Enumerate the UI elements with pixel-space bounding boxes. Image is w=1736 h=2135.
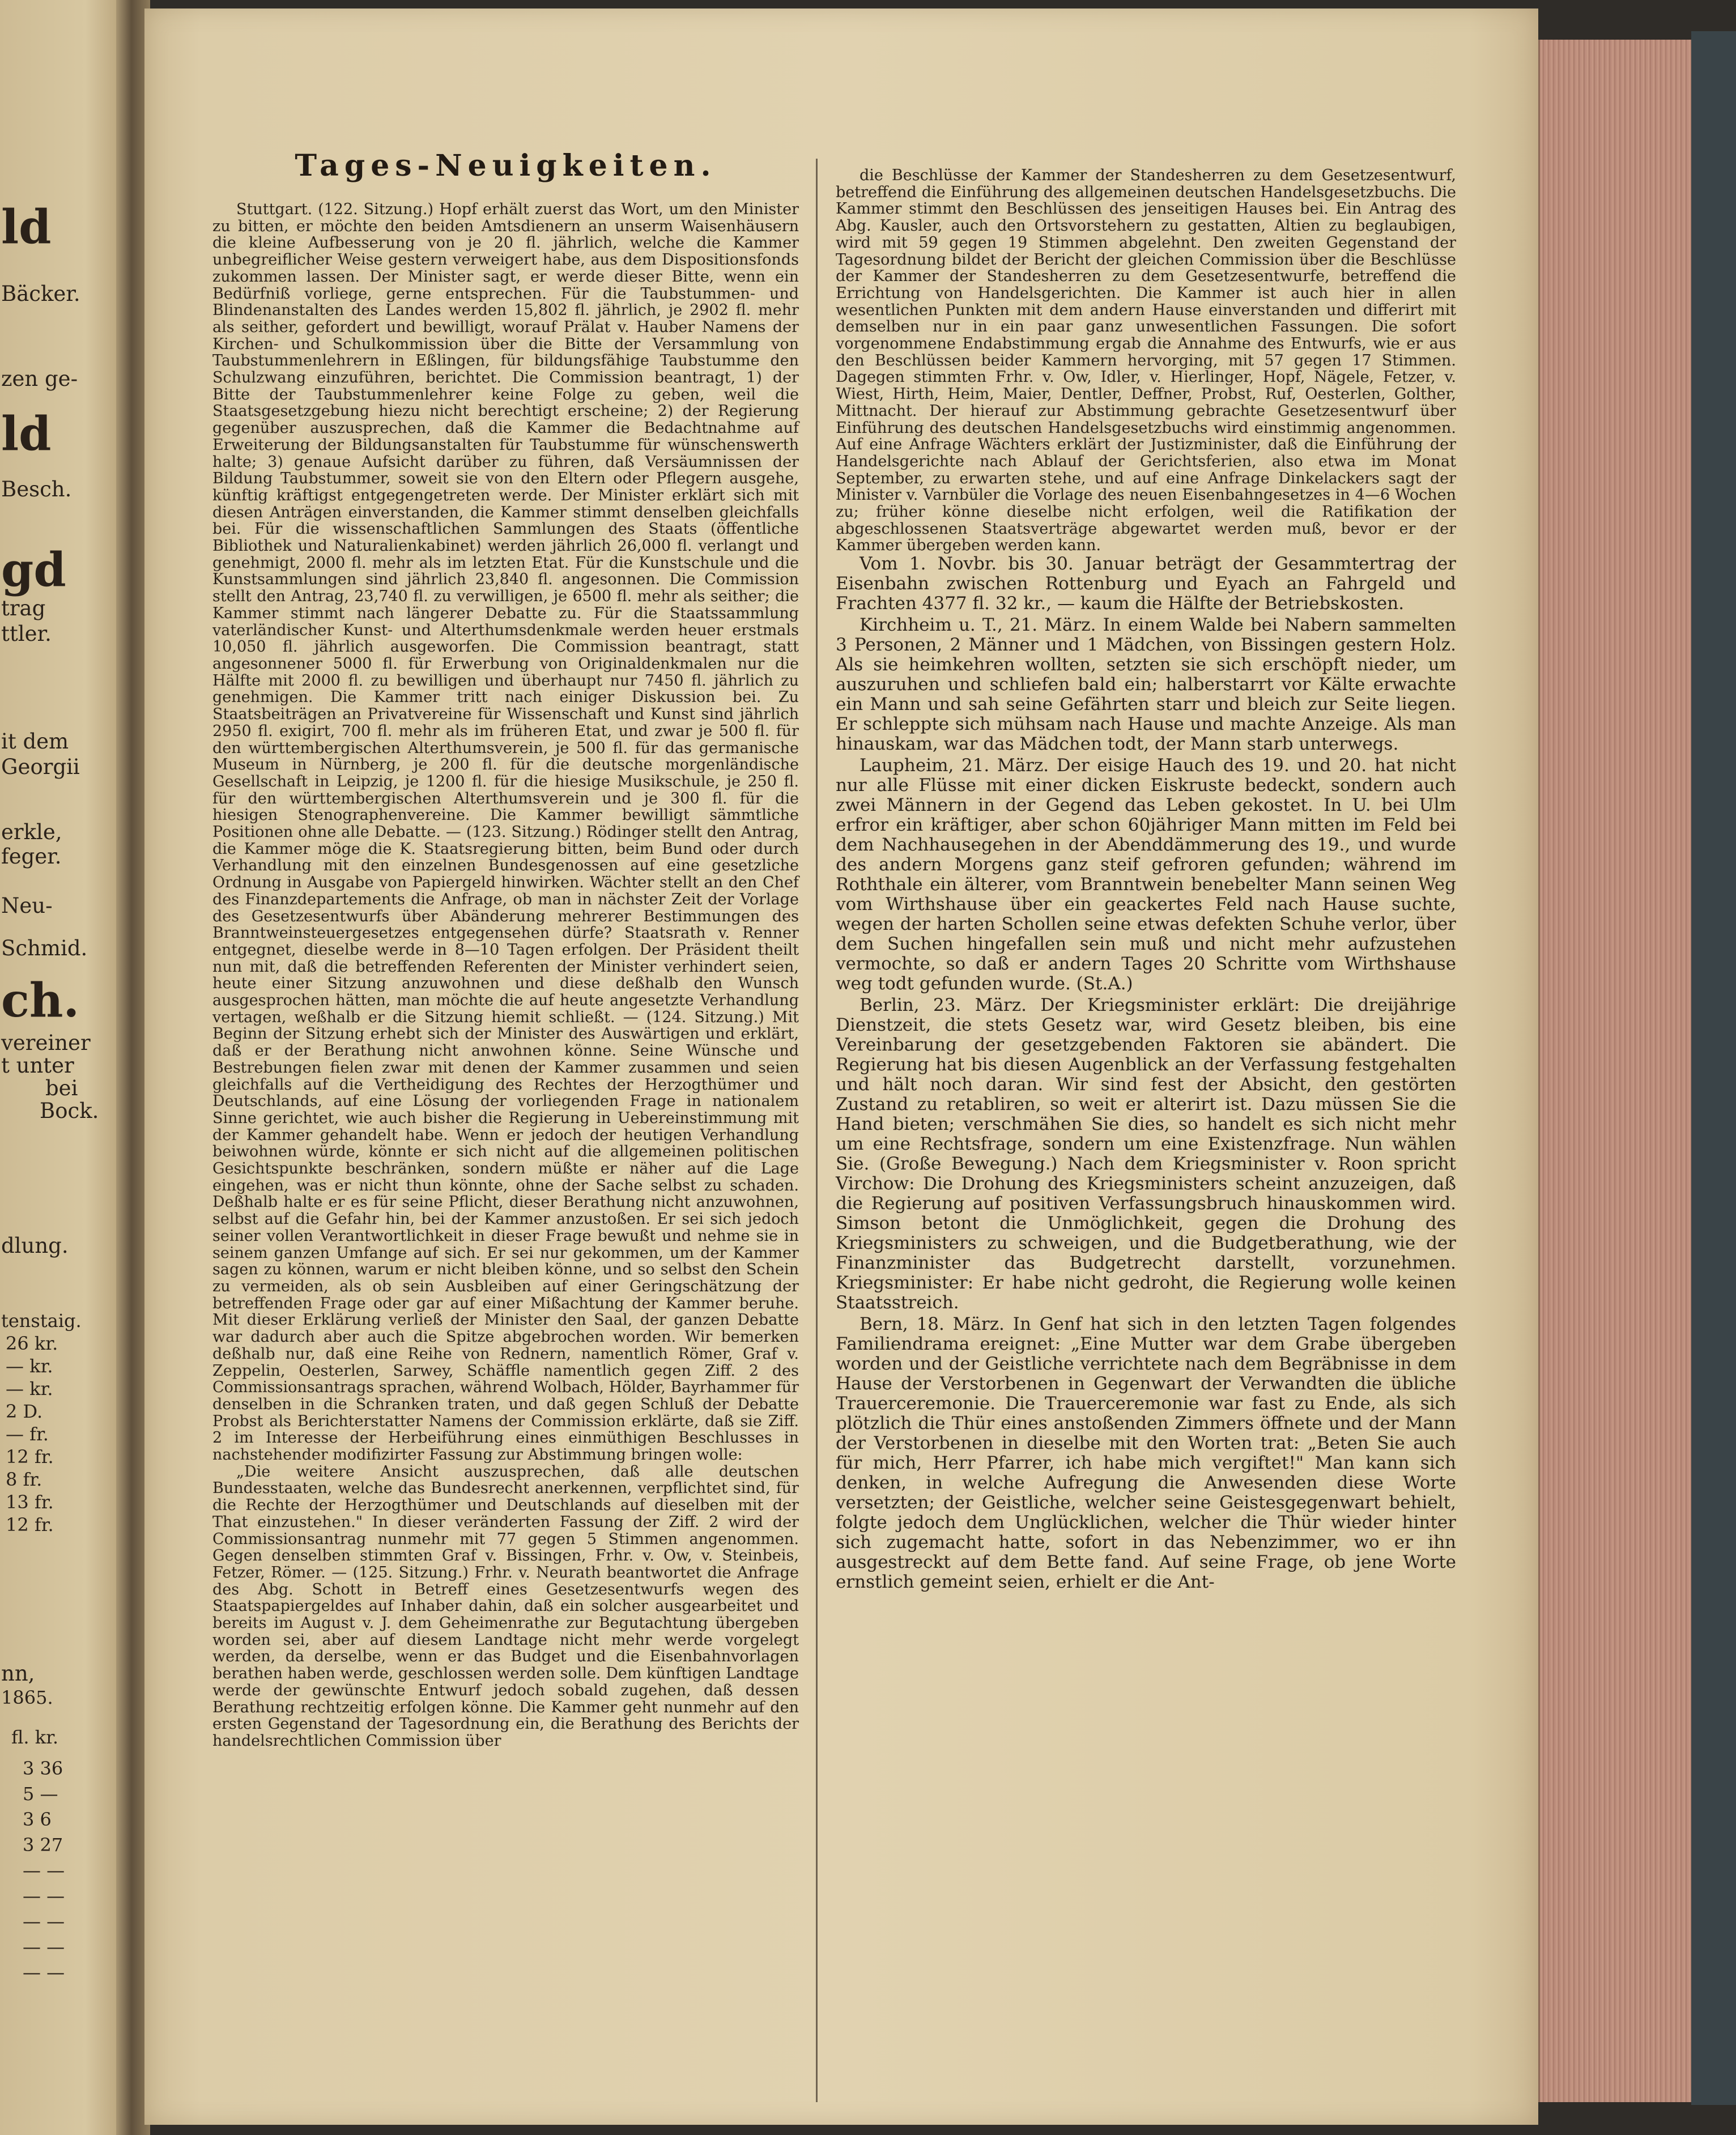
prev-page-fragment: Georgii <box>1 755 80 779</box>
prev-page-fragment: dlung. <box>1 1234 69 1258</box>
prev-page-fragment: 3 6 <box>23 1809 52 1830</box>
prev-page-fragment: 3 36 <box>23 1758 63 1779</box>
article-berlin: Berlin, 23. März. Der Kriegsminister erklärt: Die dreijährige Dienstzeit, die stets Gesetz war, wird Gesetz bleiben, bis eine Vereinbarung der gesetzgebenden Faktoren sie abändert. Die Regierung hat bis diesen Augenblick an der Verfassung festgehalten und hält noch daran. Wir sind fest der Absicht, den gestörten Zustand zu retabliren, so weit er alterirt ist. Dazu müssen Sie die Hand bieten; verschmähen Sie dies, so handelt es sich nicht mehr um eine Rechtsfrage, sondern um eine Existenzfrage. Nun wählen Sie. (Große Bewegung.) Nach dem Kriegsminister v. Roon spricht Virchow: Die Drohung des Kriegsministers scheint anzuzeigen, daß die Regierung auf positiven Verfassungsbruch hinauskommen wird. Simson betont die Unmöglichkeit, gegen die Drohung des Kriegsministers zu schweigen, und die Budgetberathung, wie der Finanzminister das Budgetrecht darstellt, vorzunehmen. Kriegsminister: Er habe nicht gedroht, die Regierung wolle keinen Staatsstreich. <box>836 995 1456 1313</box>
prev-page-fragment: fl. kr. <box>11 1726 59 1748</box>
article-rottenburg-eisenbahn: Vom 1. Novbr. bis 30. Januar beträgt der Gesammtertrag der Eisenbahn zwischen Rottenburg und Eyach an Fahrgeld und Frachten 4377 fl. 32 kr., — kaum die Hälfte der Betriebskosten. <box>836 554 1456 614</box>
prev-page-fragment: — — <box>23 1860 65 1881</box>
prev-page-fragment: vereiner <box>1 1031 91 1055</box>
prev-page-fragment: feger. <box>1 844 62 869</box>
prev-page-fragment: Besch. <box>1 477 72 501</box>
book-page-edges <box>1538 40 1693 2102</box>
prev-page-fragment: zen ge- <box>1 367 78 391</box>
prev-page-fragment: 12 fr. <box>6 1514 54 1536</box>
right-column <box>836 167 1456 1592</box>
article-stuttgart-quote: „Die weitere Ansicht auszusprechen, daß alle deutschen Bundesstaaten, welche das Bundesrecht anerkennen, verpflichtet sind, für die Rechte der Herzogthümer und Deutschlands auf dieselben mit der That einzustehen." In dieser veränderten Fassung der Ziff. 2 wird der Commissionsantrag nunmehr mit 77 gegen 5 Stimmen angenommen. Gegen denselben stimmten Graf v. Bissingen, Frhr. v. Ow, v. Steinbeis, Fetzer, Römer. — (125. Sitzung.) Frhr. v. Neurath beantwortet die Anfrage des Abg. Schott in Betreff eines Gesetzesentwurfs wegen des Staatspapiergeldes auf Inhaber dahin, daß ein solcher ausgearbeitet und bereits im August v. J. dem Geheimenrathe zur Begutachtung übergeben worden sei, aber auf diesem Landtage nicht mehr werde vorgelegt werden, da derselbe, wenn er das Budget und die Eisenbahnvorlagen berathen haben werde, geschlossen werden solle. Dem künftigen Landtage werde der gewünschte Entwurf jedoch sobald zugehen, daß dessen Berathung rechtzeitig erfolgen könne. Die Kammer geht nunmehr auf den ersten Gegenstand der Tagesordnung ein, die Berathung des Berichts der handelsrechtlichen Commission über <box>212 1462 799 1750</box>
prev-page-fragment: nn, <box>1 1661 35 1686</box>
prev-page-fragment: — — <box>23 1885 65 1907</box>
prev-page-fragment: 12 fr. <box>6 1446 54 1468</box>
prev-page-fragment: — fr. <box>6 1423 49 1445</box>
prev-page-fragment: ld <box>1 407 52 461</box>
article-kirchheim: Kirchheim u. T., 21. März. In einem Walde bei Nabern sammelten 3 Personen, 2 Männer und 1 Mädchen, von Bissingen gestern Holz. Als sie heimkehren wollten, setzten sie sich erschöpft nieder, um auszuruhen und schliefen bald ein; halberstarrt vor Kälte erwachte ein Mann und sah seine Gefährten starr und bleich zur Seite liegen. Er schleppte sich mühsam nach Hause und machte Anzeige. Als man hinauskam, war das Mädchen todt, der Mann starb unterwegs. <box>836 615 1456 755</box>
prev-page-fragment: — — <box>23 1911 65 1932</box>
prev-page-fragment: — kr. <box>6 1355 53 1377</box>
prev-page-fragment: — kr. <box>6 1378 53 1400</box>
prev-page-fragment: — — <box>23 1936 65 1958</box>
prev-page-fragment: gd <box>1 543 66 597</box>
previous-page-edge <box>0 0 122 2135</box>
prev-page-fragment: tenstaig. <box>1 1310 82 1332</box>
prev-page-fragment: it dem <box>1 729 69 754</box>
prev-page-fragment: — — <box>23 1962 65 1983</box>
article-stuttgart: Stuttgart. (122. Sitzung.) Hopf erhält zuerst das Wort, um den Minister zu bitten, er möchte den beiden Amtsdienern an unserm Waisenhäusern die kleine Aufbesserung von je 20 fl. jährlich, welche die Kammer unbegreiflicher Weise gestern verweigert habe, aus dem Dispositionsfonds zukommen lassen. Der Minister sagt, er werde dieser Bitte, wenn ein Bedürfniß vorliege, gerne entsprechen. Für die Taubstummen- und Blindenanstalten des Landes werden 15,802 fl. jährlich, je 2902 fl. mehr als seither, gefordert und bewilligt, worauf Prälat v. Hauber Namens der Kirchen- und Schulkommission über die Bitte der Versammlung von Taubstummenlehrern in Eßlingen, für bildungsfähige Taubstumme den Schulzwang einzuführen, berichtet. Die Commission beantragt, 1) der Bitte der Taubstummenlehrer keine Folge zu geben, weil die Staatsgesetzgebung hiezu nicht berechtigt erscheine; 2) der Regierung gegenüber auszusprechen, daß die Kammer die Bedachtnahme auf Erweiterung der Bildungsanstalten für Taubstumme für wünschenswerth halte; 3) genaue Aufsicht darüber zu führen, daß Versäumnissen der Bildung Taubstummer, soweit sie von den Eltern oder Pflegern ausgehe, künftig kräftigst entgegengetreten werde. Der Minister erklärt sich mit diesen Anträgen einverstanden, die Kammer stimmt denselben gleichfalls bei. Für die wissenschaftlichen Sammlungen des Staats (öffentliche Bibliothek und Naturalienkabinet) werden jährlich 26,000 fl. verlangt und genehmigt, 2000 fl. mehr als im letzten Etat. Für die Kunstschule und die Kunstsammlungen sind jährlich 23,840 fl. angesonnen. Die Commission stellt den Antrag, 23,740 fl. zu verwilligen, je 6500 fl. mehr als seither; die Kammer stimmt nach längerer Debatte zu. Für die Staatssammlung vaterländischer Kunst- und Alterthumsdenkmale werden heuer erstmals 10,050 fl. jährlich ausgeworfen. Die Commission beantragt, statt angesonnener 5000 fl. für Erwerbung von Originaldenkmalen nur die Hälfte mit 2000 fl. zu bewilligen und überhaupt nur 7450 fl. jährlich zu genehmigen. Die Kammer tritt nach einiger Diskussion bei. Zu Staatsbeiträgen an Privatvereine für Wissenschaft und Kunst sind jährlich 2950 fl. exigirt, 700 fl. mehr als im früheren Etat, und zwar je 500 fl. für den württembergischen Alterthumsverein, je 500 fl. für das germanische Museum in Nürnberg, je 200 fl. für die deutsche morgenländische Gesellschaft in Leipzig, je 1200 fl. für die hiesige Musikschule, je 250 fl. für den württembergischen Alterthumsverein und je 300 fl. für die hiesigen Stenographenvereine. Die Kammer bewilligt sämmtliche Positionen ohne alle Debatte. — (123. Sitzung.) Rödinger stellt den Antrag, die Kammer möge die K. Staatsregierung bitten, beim Bund oder durch Verhandlung mit den einzelnen Bundesgenossen auf eine gesetzliche Ordnung in Ausgabe von Papiergeld hinwirken. Wächter stellt an den Chef des Finanzdepartements die Anfrage, ob man in nächster Zeit der Vorlage des Gesetzesentwurfs über Abänderung mehrerer Bestimmungen des Branntweinsteuergesetzes entgegensehen dürfe? Staatsrath v. Renner entgegnet, dieselbe werde in 8—10 Tagen erfolgen. Der Präsident theilt nun mit, daß die betreffenden Referenten der Minister verhindert seien, heute einer Sitzung anzuwohnen und diese deßhalb den Wunsch ausgesprochen hätten, man möchte die auf heute angesetzte Verhandlung vertagen, weßhalb er die Sitzung hiemit schließt. — (124. Sitzung.) Mit Beginn der Sitzung erhebt sich der Minister des Auswärtigen und erklärt, daß er der Berathung nicht anwohnen könne. Seine Wünsche und Bestrebungen fielen zwar mit denen der Kammer zusammen und seien gleichfalls auf die Vertheidigung des Rechtes der Herzogthümer und Deutschlands, auf eine Lösung der vorliegenden Frage in nationalem Sinne gerichtet, wie auch bisher die Regierung in Uebereinstimmung mit der Kammer gehandelt habe. Wenn er jedoch der heutigen Verhandlung beiwohnen würde, könnte er sich nicht auf die allgemeinen politischen Gesichtspunkte beschränken, sondern müßte er näher auf die Lage eingehen, was er nicht thun könnte, ohne der Sache selbst zu schaden. Deßhalb halte er es für seine Pflicht, dieser Berathung nicht anzuwohnen, selbst auf die Gefahr hin, bei der Kammer anzustoßen. Er sei sich jedoch seiner vollen Verantwortlichkeit in dieser Frage bewußt und nehme sie in seinem ganzen Umfange auf sich. Er sei nur gekommen, um der Kammer sagen zu können, warum er nicht bleiben könne, und so selbst den Schein zu vermeiden, als ob sein Ausbleiben auf einer Geringschätzung der betreffenden Frage oder gar auf einer Mißachtung der Kammer beruhe. Mit dieser Erklärung verließ der Minister den Saal, der ganzen Debatte war dadurch aber auch die Spitze abgebrochen worden. Wir bemerken deßhalb nur, daß eine Reihe von Rednern, namentlich Römer, Graf v. Zeppelin, Oesterlen, Sarwey, Schäffle namentlich gegen Ziff. 2 des Commissionsantrags sprachen, während Wolbach, Hölder, Bayrhammer für denselben in die Schranken traten, und daß gegen Schluß der Debatte Probst als Berichterstatter Namens der Commission erklärte, daß sie Ziff. 2 im Interesse der Herbeiführung eines einmüthigen Beschlusses in nachstehender modifizirter Fassung zur Abstimmung bringen wolle: <box>212 201 799 1464</box>
article-laupheim: Laupheim, 21. März. Der eisige Hauch des 19. und 20. hat nicht nur alle Flüsse mit einer dicken Eiskruste bedeckt, sondern auch zwei Männern in der Gegend das Leben gekostet. In U. bei Ulm erfror ein kräftiger, aber schon 60jähriger Mann mitten im Feld bei dem Nachhausegehen in der Abenddämmerung des 19., und wurde des andern Morgens ganz steif gefroren gefunden; während im Roththale ein älterer, vom Branntwein benebelter Mann seinen Weg vom Wirthshause über ein geackertes Feld nach Hause suchte, wegen der harten Schollen seine etwas defekten Schuhe verlor, über dem Suchen hingefallen sein muß und nicht mehr aufzustehen vermochte, so daß er andern Tages 20 Schritte vom Wirthshause weg todt gefunden wurde. (St.A.) <box>836 755 1456 994</box>
prev-page-fragment: ch. <box>1 973 80 1028</box>
prev-page-fragment: 5 — <box>23 1783 58 1805</box>
prev-page-fragment: 8 fr. <box>6 1469 42 1490</box>
prev-page-fragment: bei <box>45 1076 78 1100</box>
prev-page-fragment: trag <box>1 596 46 620</box>
prev-page-fragment: ld <box>1 200 52 254</box>
prev-page-fragment: Schmid. <box>1 936 88 960</box>
prev-page-fragment: 3 27 <box>23 1834 63 1856</box>
book-cover-edge <box>1691 31 1736 2105</box>
article-continuation: die Beschlüsse der Kammer der Standesherren zu dem Gesetzesentwurf, betreffend die Einführung des allgemeinen deutschen Handelsgesetzbuchs. Die Kammer stimmt den Beschlüssen des jenseitigen Hauses bei. Ein Antrag des Abg. Kausler, auch den Ortsvorstehern zu gestatten, Altien zu beglaubigen, wird mit 59 gegen 19 Stimmen abgelehnt. Den zweiten Gegenstand der Tagesordnung bildet der Bericht der gleichen Commission über die Beschlüsse der Kammer der Standesherren zu dem Gesetzesentwurfe, betreffend die Errichtung von Handelsgerichten. Die Kammer ist auch hier in allen wesentlichen Punkten mit dem andern Hause einverstanden und differirt mit demselben nur in ein paar ganz unwesentlichen Fassungen. Die sofort vorgenommene Endabstimmung ergab die Annahme des Entwurfs, wie er aus den Beschlüssen beider Kammern hervorging, mit 57 gegen 17 Stimmen. Dagegen stimmten Frhr. v. Ow, Idler, v. Hierlinger, Hopf, Nägele, Fetzer, v. Wiest, Hirth, Heim, Maier, Dentler, Deffner, Probst, Ruf, Oesterlen, Golther, Mittnacht. Der hierauf zur Abstimmung gebrachte Gesetzesentwurf über Einführung des deutschen Handelsgesetzbuchs wird einstimmig angenommen. Auf eine Anfrage Wächters erklärt der Justizminister, daß die Einführung der Handelsgerichte nach Ablauf der Gerichtsferien, also etwa im Monat September, zu erwarten stehe, und auf eine Anfrage Dinkelackers sagt der Minister v. Varnbüler die Vorlage des neuen Eisenbahngesetzes in 4—6 Wochen zu; früher könne dieselbe nicht erfolgen, weil die Ratifikation der abgeschlossenen Staatsverträge abgewartet werden muß, bevor er der Kammer übergeben werden kann. <box>836 167 1456 555</box>
section-title: Tages-Neuigkeiten. <box>295 148 717 183</box>
prev-page-fragment: 26 kr. <box>6 1333 58 1354</box>
prev-page-fragment: Bock. <box>40 1099 99 1123</box>
prev-page-fragment: Bäcker. <box>1 282 80 306</box>
left-column <box>212 201 799 1750</box>
prev-page-fragment: 2 D. <box>6 1401 43 1422</box>
article-bern: Bern, 18. März. In Genf hat sich in den letzten Tagen folgendes Familiendrama ereignet: „Eine Mutter war dem Grabe übergeben worden und der Geistliche verrichtete nach dem Begräbnisse in dem Hause der Verstorbenen in Gegenwart der Verwandten die übliche Trauerceremonie. Die Trauerceremonie war fast zu Ende, als sich plötzlich die Thür eines anstoßenden Zimmers öffnete und der Mann der Verstorbenen in dieselbe mit den Worten trat: „Beten Sie auch für mich, Herr Pfarrer, ich habe mich vergiftet!" Man kann sich denken, in welche Aufregung die Anwesenden diese Worte versetzten; der Geistliche, welcher seine Geistesgegenwart behielt, folgte jedoch dem Unglücklichen, welcher die Thür wieder hinter sich zugemacht hatte, sofort in das Nebenzimmer, wo er ihn ausgestreckt auf dem Bette fand. Auf seine Frage, ob jene Worte ernstlich gemeint seien, erhielt er die Ant- <box>836 1314 1456 1593</box>
column-divider <box>816 159 818 2102</box>
prev-page-fragment: 1865. <box>1 1687 53 1708</box>
prev-page-fragment: Neu- <box>1 894 53 918</box>
prev-page-fragment: erkle, <box>1 820 62 844</box>
prev-page-fragment: ttler. <box>1 622 52 646</box>
prev-page-fragment: 13 fr. <box>6 1491 54 1513</box>
prev-page-fragment: t unter <box>1 1053 74 1078</box>
